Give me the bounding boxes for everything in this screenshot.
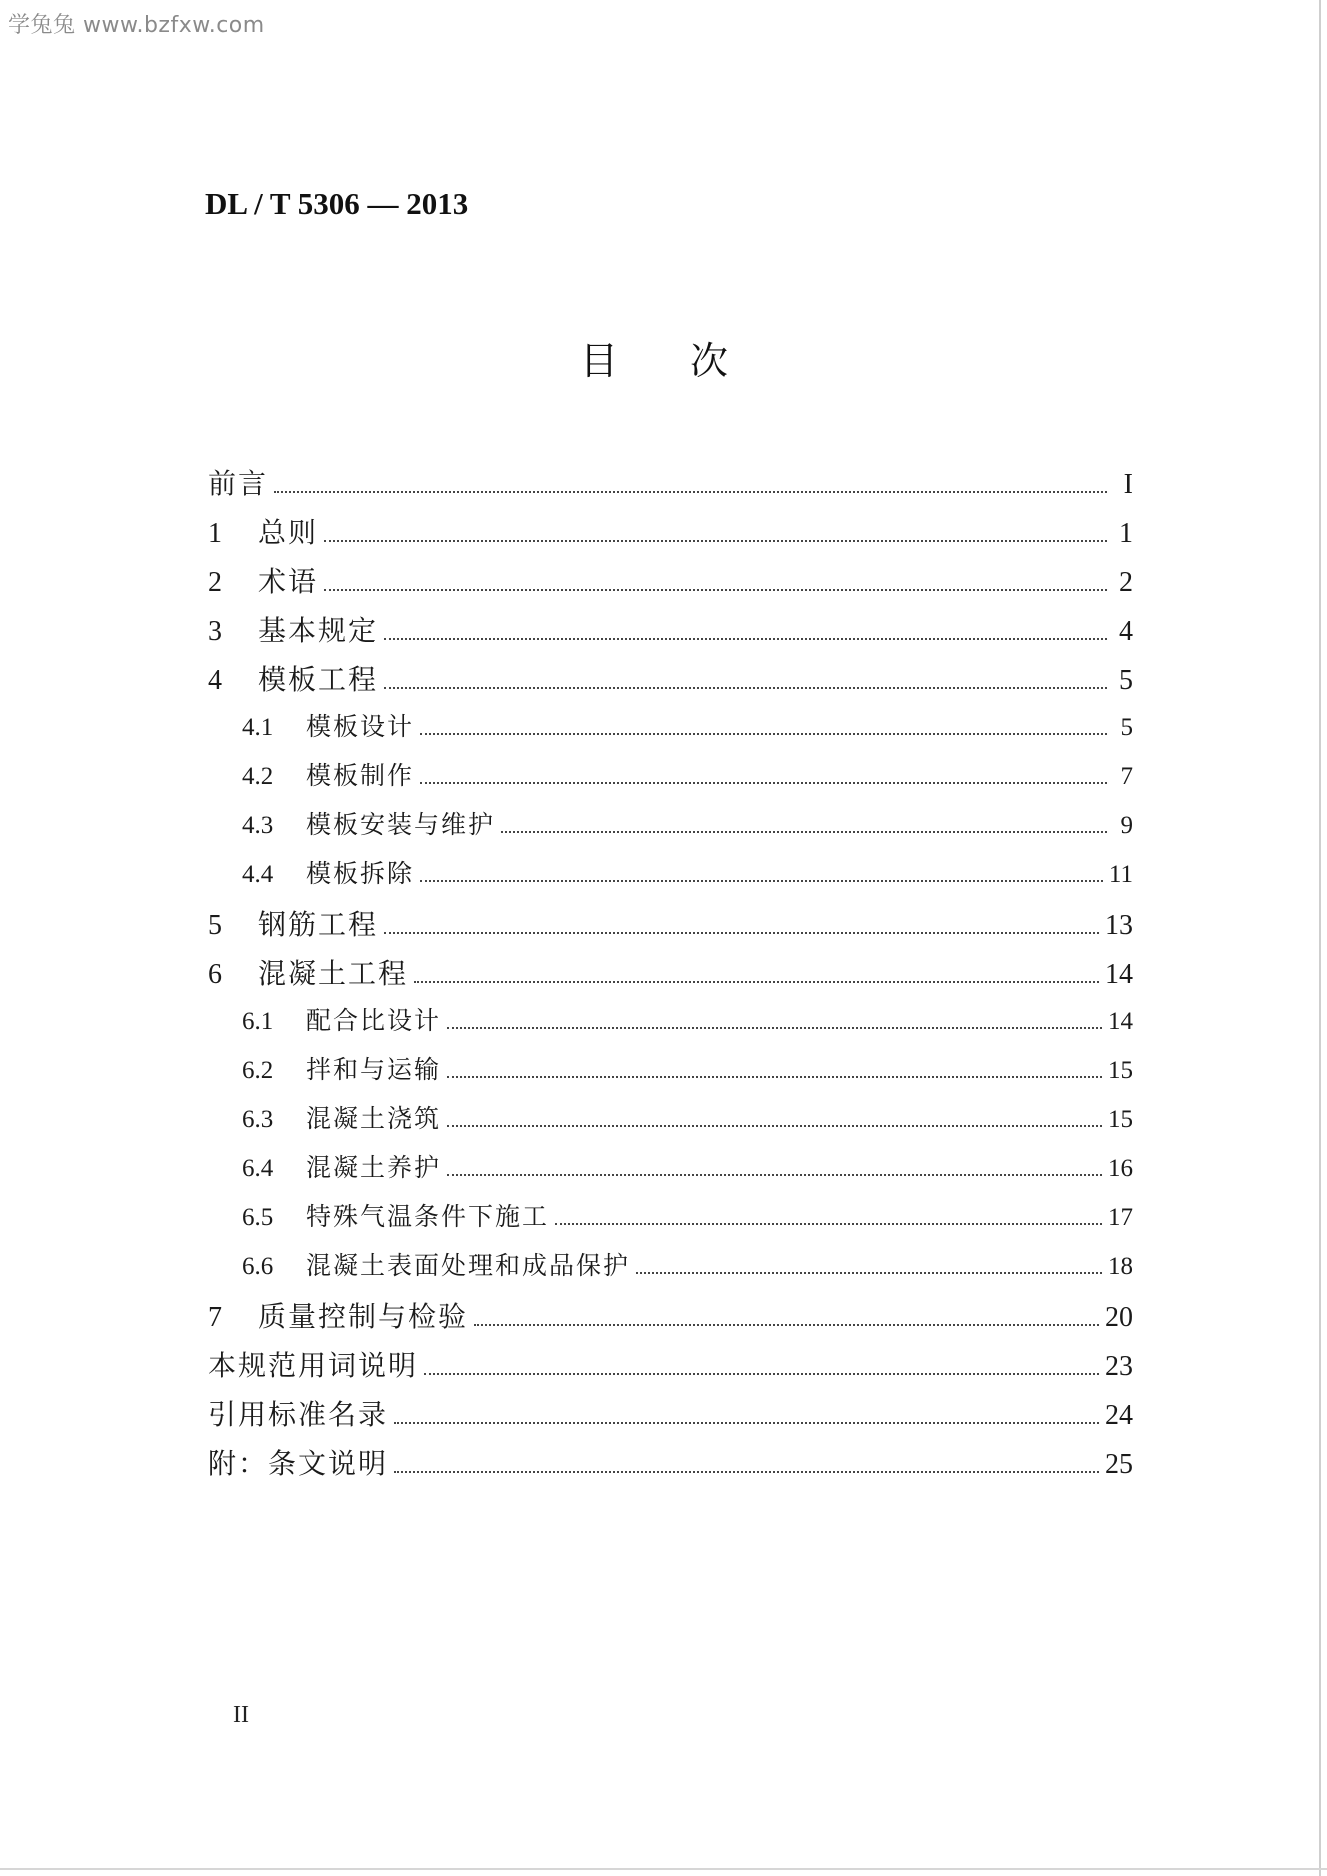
toc-leader-dots bbox=[501, 831, 1107, 833]
toc-entry-page: 20 bbox=[1105, 1302, 1133, 1333]
toc-entry-page: 1 bbox=[1119, 518, 1133, 549]
toc-entry-label: 混凝土浇筑 bbox=[306, 1104, 442, 1133]
toc-entry-page: 9 bbox=[1120, 812, 1133, 839]
toc-leader-dots bbox=[420, 880, 1103, 882]
document-code: DL / T 5306 — 2013 bbox=[205, 186, 469, 221]
toc-entry[interactable] bbox=[208, 952, 1133, 1001]
toc-entry-page: 16 bbox=[1108, 1155, 1133, 1182]
toc-entry-number: 5 bbox=[208, 910, 222, 941]
toc-entry-label: 配合比设计 bbox=[306, 1006, 442, 1035]
toc-leader-dots bbox=[384, 687, 1107, 689]
toc-entry-label: 模板工程 bbox=[258, 663, 379, 696]
toc-entry-label: 模板拆除 bbox=[306, 859, 415, 888]
toc-entry-page: 11 bbox=[1108, 861, 1133, 888]
toc-entry-page: 15 bbox=[1108, 1057, 1133, 1084]
toc-leader-dots bbox=[394, 1471, 1099, 1473]
toc-entry-page: 4 bbox=[1119, 616, 1133, 647]
toc-entry-page: 18 bbox=[1108, 1253, 1133, 1280]
toc-entry[interactable] bbox=[208, 511, 1133, 560]
toc-leader-dots bbox=[420, 733, 1107, 735]
toc-entry-label: 模板设计 bbox=[306, 712, 415, 741]
toc-leader-dots bbox=[324, 540, 1107, 542]
toc-entry-page: 7 bbox=[1120, 763, 1133, 790]
toc-entry-number: 4.1 bbox=[242, 714, 274, 741]
toc-entry-label: 基本规定 bbox=[258, 614, 379, 647]
toc-entry-label: 混凝土工程 bbox=[258, 957, 409, 990]
toc-entry-number: 4.4 bbox=[242, 861, 274, 888]
toc-entry-page: 15 bbox=[1108, 1106, 1133, 1133]
toc-entry-label: 模板安装与维护 bbox=[306, 810, 496, 839]
toc-entry-label: 混凝土表面处理和成品保护 bbox=[306, 1251, 631, 1280]
toc-entry-number: 1 bbox=[208, 518, 222, 549]
toc-entry[interactable] bbox=[208, 609, 1133, 658]
toc-entry-page: 5 bbox=[1119, 665, 1133, 696]
toc-title: 目次 bbox=[580, 339, 801, 383]
toc-entry-number: 6.4 bbox=[242, 1155, 274, 1182]
toc-entry[interactable] bbox=[208, 903, 1133, 952]
toc-entry-number: 4.2 bbox=[242, 763, 274, 790]
toc-entry-number: 6.3 bbox=[242, 1106, 274, 1133]
toc-entry-page: 14 bbox=[1108, 1008, 1133, 1035]
toc-entry-label: 术语 bbox=[258, 565, 319, 598]
toc-leader-dots bbox=[447, 1027, 1102, 1029]
toc-entry[interactable] bbox=[208, 854, 1133, 903]
toc-entry[interactable] bbox=[208, 560, 1133, 609]
toc-entry-page: 13 bbox=[1105, 910, 1133, 941]
toc-entry-page: 17 bbox=[1108, 1204, 1133, 1231]
toc-entry-number: 2 bbox=[208, 567, 222, 598]
toc-entry-number: 6.5 bbox=[242, 1204, 274, 1231]
toc-leader-dots bbox=[420, 782, 1107, 784]
toc-leader-dots bbox=[447, 1076, 1102, 1078]
toc-entry[interactable] bbox=[208, 1148, 1133, 1197]
toc-entry-page: I bbox=[1123, 469, 1133, 500]
table-of-contents bbox=[208, 462, 1133, 1491]
toc-entry[interactable] bbox=[208, 1246, 1133, 1295]
toc-leader-dots bbox=[474, 1324, 1099, 1326]
toc-entry-label: 钢筋工程 bbox=[258, 908, 379, 941]
toc-leader-dots bbox=[384, 932, 1099, 934]
toc-leader-dots bbox=[324, 589, 1107, 591]
toc-entry-page: 5 bbox=[1120, 714, 1133, 741]
toc-leader-dots bbox=[394, 1422, 1099, 1424]
toc-entry-page: 23 bbox=[1105, 1351, 1133, 1382]
toc-leader-dots bbox=[274, 491, 1107, 493]
toc-entry-label: 本规范用词说明 bbox=[208, 1349, 419, 1382]
toc-entry-label: 附：条文说明 bbox=[208, 1447, 389, 1480]
toc-entry-page: 2 bbox=[1119, 567, 1133, 598]
toc-leader-dots bbox=[424, 1373, 1099, 1375]
toc-entry-label: 引用标准名录 bbox=[208, 1398, 389, 1431]
toc-entry[interactable] bbox=[208, 462, 1133, 511]
toc-entry[interactable] bbox=[208, 707, 1133, 756]
toc-entry[interactable] bbox=[208, 1393, 1133, 1442]
toc-entry[interactable] bbox=[208, 1050, 1133, 1099]
toc-entry-number: 6.6 bbox=[242, 1253, 274, 1280]
toc-entry-number: 4 bbox=[208, 665, 222, 696]
toc-entry-page: 24 bbox=[1105, 1400, 1133, 1431]
toc-leader-dots bbox=[555, 1223, 1102, 1225]
toc-entry-page: 14 bbox=[1105, 959, 1133, 990]
toc-entry[interactable] bbox=[208, 1344, 1133, 1393]
toc-entry[interactable] bbox=[208, 756, 1133, 805]
toc-entry-number: 7 bbox=[208, 1302, 222, 1333]
toc-entry-page: 25 bbox=[1105, 1449, 1133, 1480]
toc-entry[interactable] bbox=[208, 1099, 1133, 1148]
toc-entry[interactable] bbox=[208, 1295, 1133, 1344]
toc-entry-number: 4.3 bbox=[242, 812, 274, 839]
toc-entry[interactable] bbox=[208, 1197, 1133, 1246]
toc-leader-dots bbox=[384, 638, 1107, 640]
toc-leader-dots bbox=[447, 1125, 1102, 1127]
page-number: II bbox=[233, 1702, 249, 1728]
watermark: 学兔兔 www.bzfxw.com bbox=[8, 13, 265, 38]
toc-entry[interactable] bbox=[208, 658, 1133, 707]
toc-entry-label: 总则 bbox=[258, 516, 319, 549]
page-edge-right bbox=[1319, 0, 1321, 1876]
toc-entry-label: 模板制作 bbox=[306, 761, 415, 790]
page-edge-bottom bbox=[0, 1868, 1327, 1870]
toc-entry-label: 混凝土养护 bbox=[306, 1153, 442, 1182]
toc-leader-dots bbox=[447, 1174, 1102, 1176]
toc-entry-label: 特殊气温条件下施工 bbox=[306, 1202, 550, 1231]
toc-entry[interactable] bbox=[208, 1442, 1133, 1491]
toc-entry-label: 质量控制与检验 bbox=[258, 1300, 469, 1333]
toc-entry-label: 前言 bbox=[208, 467, 269, 500]
toc-entry-number: 3 bbox=[208, 616, 222, 647]
toc-entry[interactable] bbox=[208, 805, 1133, 854]
toc-entry-number: 6.1 bbox=[242, 1008, 274, 1035]
toc-leader-dots bbox=[636, 1272, 1102, 1274]
toc-entry[interactable] bbox=[208, 1001, 1133, 1050]
toc-entry-number: 6.2 bbox=[242, 1057, 274, 1084]
toc-leader-dots bbox=[414, 981, 1099, 983]
toc-entry-number: 6 bbox=[208, 959, 222, 990]
toc-entry-label: 拌和与运输 bbox=[306, 1055, 442, 1084]
